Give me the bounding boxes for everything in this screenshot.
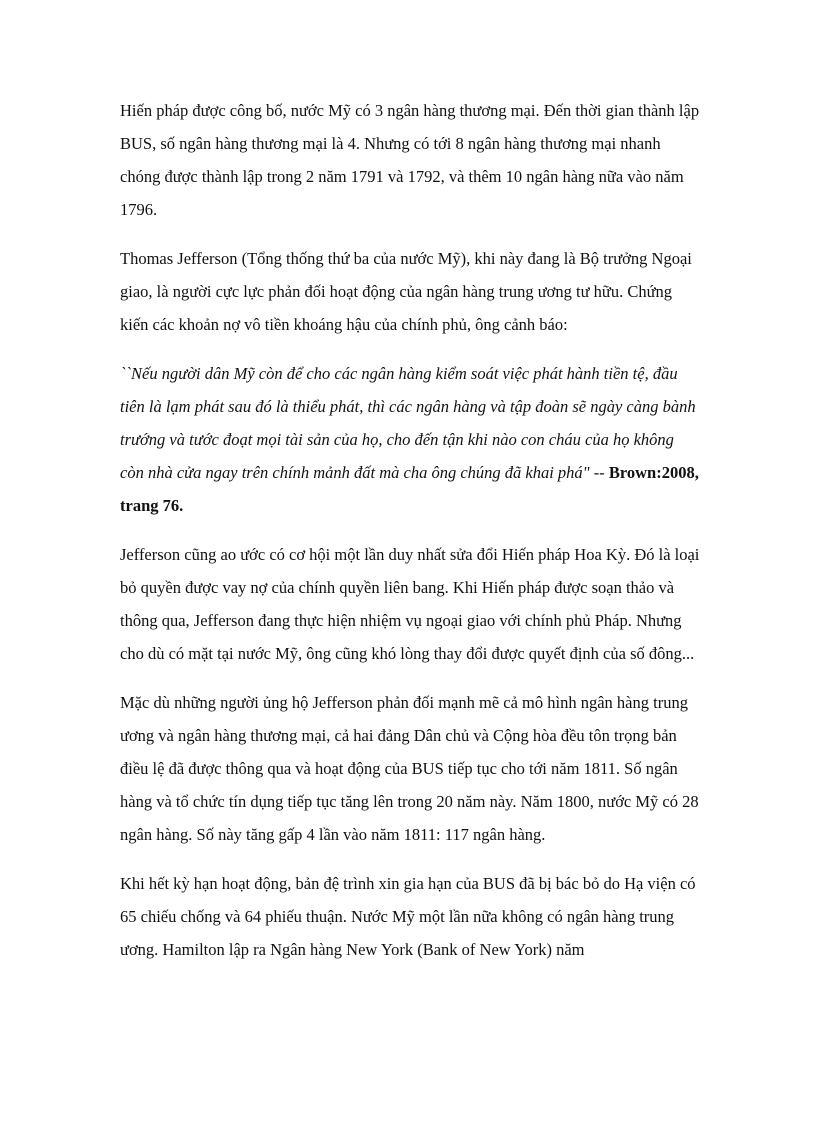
paragraph-5: Mặc dù những người ủng hộ Jefferson phản đối mạnh mẽ cả mô hình ngân hàng trung ương và ngân hàng thương mại, cả hai đảng Dân chủ và Cộng hòa đều tôn trọng bản điều lệ đã được thông qua và hoạt động của BUS tiếp tục cho tới năm 1811. Số ngân hàng và tổ chức tín dụng tiếp tục tăng lên trong 20 năm này. Năm 1800, nước Mỹ có 28 ngân hàng. Số này tăng gấp 4 lần vào năm 1811: 117 ngân hàng. (120, 693, 699, 844)
paragraph-1: Hiến pháp được công bố, nước Mỹ có 3 ngân hàng thương mại. Đến thời gian thành lập BUS, số ngân hàng thương mại là 4. Nhưng có tới 8 ngân hàng thương mại nhanh chóng được thành lập trong 2 năm 1791 và 1792, và thêm 10 ngân hàng nữa vào năm 1796. (120, 101, 700, 219)
paragraph-6: Khi hết kỳ hạn hoạt động, bản đệ trình xin gia hạn của BUS đã bị bác bỏ do Hạ viện có 65 chiếu chống và 64 phiếu thuận. Nước Mỹ một lần nữa không có ngân hàng trung ương. Hamilton lập ra Ngân hàng New York (Bank of New York) năm (120, 874, 696, 959)
quote-separator: -- (589, 463, 609, 482)
document-page (120, 94, 700, 982)
quote-citation: Brown:2008, trang 76. (120, 463, 699, 515)
quote-text: ``Nếu người dân Mỹ còn để cho các ngân hàng kiểm soát việc phát hành tiền tệ, đầu tiên là lạm phát sau đó là thiểu phát, thì các ngân hàng và tập đoàn sẽ ngày càng bành trướng và tước đoạt mọi tài sản của họ, cho đến tận khi nào con cháu của họ không còn nhà cửa ngay trên chính mảnh đất mà cha ông chúng đã khai phá" (120, 364, 696, 482)
paragraph-4: Jefferson cũng ao ước có cơ hội một lần duy nhất sửa đổi Hiến pháp Hoa Kỳ. Đó là loại bỏ quyền được vay nợ của chính quyền liên bang. Khi Hiến pháp được soạn thảo và thông qua, Jefferson đang thực hiện nhiệm vụ ngoại giao với chính phủ Pháp. Nhưng cho dù có mặt tại nước Mỹ, ông cũng khó lòng thay đổi được quyết định của số đông... (120, 545, 700, 663)
quote-paragraph (120, 357, 700, 522)
paragraph-2: Thomas Jefferson (Tổng thống thứ ba của nước Mỹ), khi này đang là Bộ trưởng Ngoại giao, là người cực lực phản đối hoạt động của ngân hàng trung ương tư hữu. Chứng kiến các khoản nợ vô tiền khoáng hậu của chính phủ, ông cảnh báo: (120, 249, 692, 334)
